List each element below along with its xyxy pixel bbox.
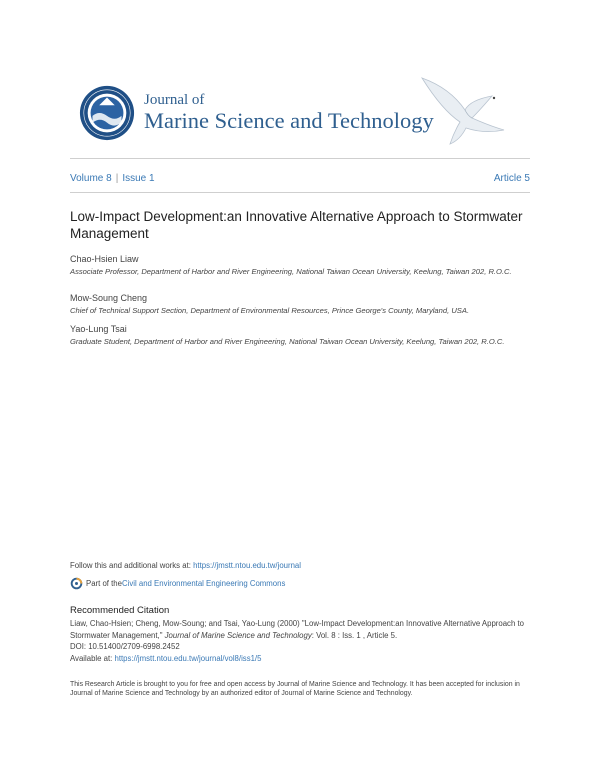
volume-link[interactable]: Volume 8	[70, 173, 112, 184]
open-access-notice: This Research Article is brought to you for free and open access by Journal of Marine Science and Technology. It has been accepted for inclusion in Journal of Marine Science and Technology by an authorized editor of Journal of Marine Science and Technology.	[70, 681, 520, 698]
author-affiliation: Graduate Student, Department of Harbor and River Engineering, National Taiwan Ocean University, Keelung, Taiwan 202, R.O.C.	[70, 337, 505, 346]
journal-name-text: Marine Science and Technology	[144, 108, 434, 133]
follow-line	[70, 561, 301, 570]
seagull-illustration	[420, 70, 510, 148]
commons-link[interactable]: Civil and Environmental Engineering Commons	[121, 579, 286, 588]
issue-link[interactable]: Issue 1	[122, 173, 155, 184]
article-number-link[interactable]: Article 5	[493, 173, 530, 184]
recommended-citation-heading: Recommended Citation	[70, 605, 170, 616]
article-url-link[interactable]: https://jmstt.ntou.edu.tw/journal/vol8/iss1/5	[114, 653, 262, 663]
journal-header	[70, 70, 530, 155]
author-name: Mow-Soung Cheng	[70, 293, 148, 303]
part-of-line	[70, 577, 285, 590]
follow-text: Follow this and additional works at:	[70, 561, 194, 570]
available-line	[70, 653, 532, 665]
author-affiliation: Associate Professor, Department of Harbor and River Engineering, National Taiwan Ocean University, Keelung, Taiwan 202, R.O.C.	[70, 267, 512, 276]
author-name: Chao-Hsien Liaw	[70, 254, 139, 264]
article-title: Low-Impact Development:an Innovative Alternative Approach to Stormwater Management	[70, 209, 523, 241]
citation-text	[70, 618, 532, 664]
digital-commons-icon	[70, 577, 83, 590]
author-name: Yao-Lung Tsai	[70, 324, 127, 334]
author-block	[70, 293, 532, 316]
journal-of-text: Journal of	[144, 92, 205, 108]
citation-doi: DOI: 10.51400/2709-6998.2452	[70, 642, 180, 651]
author-block	[70, 254, 532, 277]
available-label: Available at:	[70, 653, 115, 663]
citation-journal: Journal of Marine Science and Technology	[164, 630, 312, 640]
part-of-text: Part of the	[86, 579, 122, 588]
citation-main: Liaw, Chao-Hsien; Cheng, Mow-Soung; and Tsai, Yao-Lung (2000) "Low-Impact Development:an Innovative Alternative Approach to Stormwater Management,"	[70, 619, 524, 640]
journal-home-link[interactable]: https://jmstt.ntou.edu.tw/journal	[193, 561, 302, 570]
volume-issue-line	[70, 173, 155, 184]
author-affiliation: Chief of Technical Support Section, Department of Environmental Resources, Prince George's County, Maryland, USA.	[70, 306, 470, 315]
separator: |	[115, 173, 119, 184]
citation-volume: : Vol. 8 : Iss. 1 , Article 5.	[311, 630, 398, 640]
header-divider	[70, 158, 530, 159]
issue-divider	[70, 192, 530, 193]
author-block	[70, 324, 532, 347]
university-seal-logo	[78, 84, 136, 142]
